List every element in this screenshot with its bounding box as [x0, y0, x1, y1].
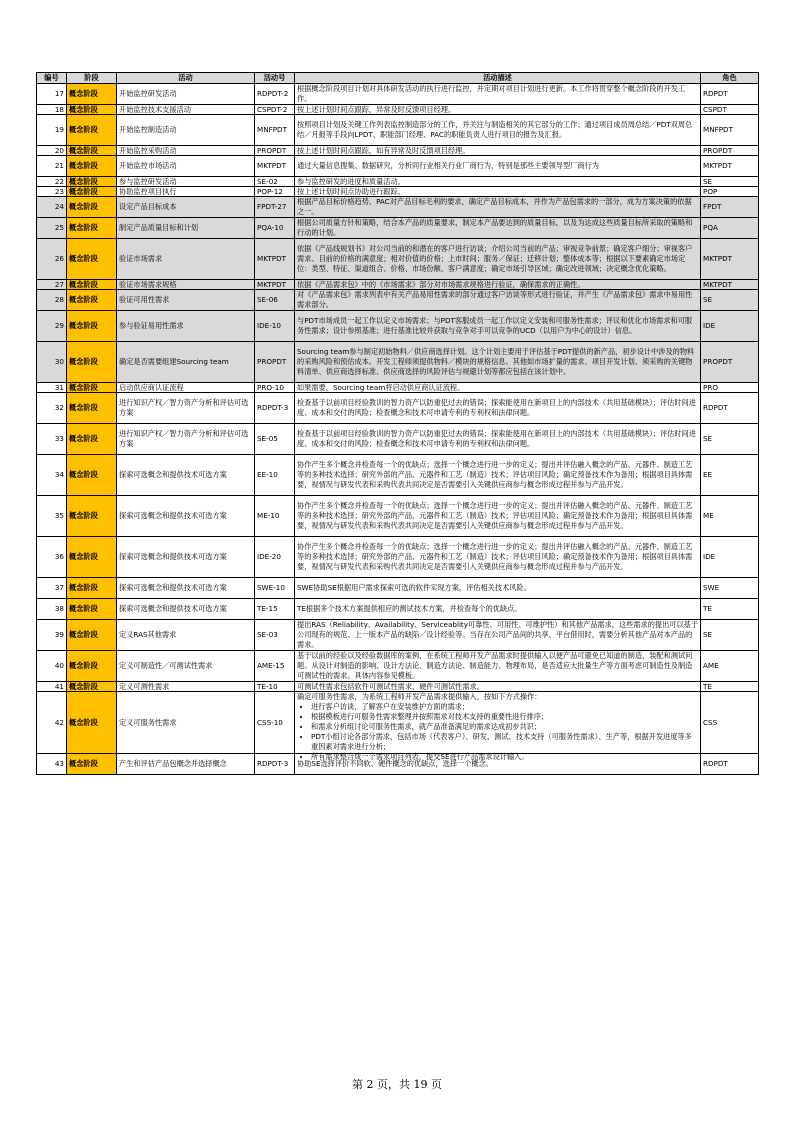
table-row — [37, 311, 759, 342]
row-number: 25 — [54, 223, 64, 232]
row-activity-code: RDPDT-2 — [257, 89, 289, 98]
row-number: 36 — [54, 552, 64, 561]
row-number: 26 — [54, 254, 64, 263]
row-phase: 概念阶段 — [69, 105, 98, 114]
row-activity-code: SE-02 — [257, 177, 278, 186]
header-role: 角色 — [701, 73, 759, 84]
table-row — [37, 651, 759, 682]
table-row — [37, 383, 759, 393]
table-row — [37, 177, 759, 187]
row-role: TE — [703, 682, 712, 691]
row-activity-code: IDE-20 — [257, 552, 281, 561]
row-number: 22 — [54, 177, 64, 186]
row-description: 检查基于以前项目经验教训的智力资产以防重犯过去的错误；探索能使用在新项目上的内部技术（共用基础模块）；评估时间进度、成本和交付的风险；检查概念和技术可申请专利的专利权和法律问题。 — [297, 429, 696, 448]
row-role: SE — [703, 177, 713, 186]
row-phase: 概念阶段 — [69, 661, 98, 670]
row-role: PQA — [703, 223, 718, 232]
row-role: SWE — [703, 583, 720, 592]
header-num: 编号 — [37, 73, 67, 84]
row-activity: 定义可测性需求 — [119, 682, 170, 691]
row-description: 参与监控研发的进度和质量活动。 — [297, 177, 405, 186]
table-body — [37, 84, 759, 775]
description-bullet: • 根据模板进行可服务性需求整理并按照需求对技术支持的重要性进行排序； — [311, 712, 698, 722]
row-role: SE — [703, 630, 713, 639]
row-activity-code: FPDT-27 — [257, 202, 287, 211]
row-activity-code: PROPDT — [257, 146, 287, 155]
row-phase: 概念阶段 — [69, 295, 98, 304]
row-activity: 制定产品质量目标和计划 — [119, 223, 199, 232]
row-description: 提出RAS（Reliability、Availability、Serviceablity可靠性、可用性、可维护性）和其他产品需求，这些需求的提出可以基于公司现有的规范、上一版本产品的缺陷／设计经验等。当存在公司产品间的共享、平台借用时，需要分析其他产品对本产品的需求。 — [297, 620, 699, 649]
description-bullet: • 和需求分析组讨论可服务性需求，就产品准备满足的需求达成初步共识； — [311, 722, 698, 732]
row-phase: 概念阶段 — [69, 470, 98, 479]
row-description: 可测试性需求包括软件可测试性需求、硬件可测试性需求。 — [297, 682, 484, 691]
row-role: AME — [703, 661, 719, 670]
row-activity: 进行知识产权／智力资产分析和评估可选方案 — [119, 429, 249, 448]
row-activity-code: RDPDT-3 — [257, 403, 289, 412]
row-phase: 概念阶段 — [69, 187, 98, 196]
row-description: 确定可服务性需求，为系统工程师开发产品需求提供输入，按如下方式操作： — [297, 692, 542, 701]
row-number: 42 — [54, 717, 64, 727]
row-number: 29 — [54, 321, 64, 330]
row-activity: 产生和评估产品包概念并选择概念 — [119, 759, 227, 768]
row-description: 按照项目计划及关键工作列表监控制造部分的工作，并关注与制造相关的其它部分的工作；通过项目成员周总结／PDT双周总结／月报等手段向LPDT、职能部门经理、PAC的职能负责人进行项目的报告及汇报。 — [297, 120, 693, 139]
description-bullet: • 所有需求整合成一个需求项目列表，提交SE进行产品需求设计输入。 — [311, 752, 698, 762]
description-bullet: • PDT小组讨论各部分需求，包括市场（代表客户）、研发、测试、技术支持（可服务性需求）、生产等，根据开发进度等多重因素对需求进行分析； — [311, 732, 698, 752]
header-desc: 活动描述 — [295, 73, 701, 84]
row-activity: 设定产品目标成本 — [119, 202, 177, 211]
row-activity: 探索可选概念和提供技术可选方案 — [119, 583, 227, 592]
table-row — [37, 682, 759, 692]
row-description: Sourcing team参与制定初始物料／供应商选择计划。这个计划主要用于评估基于PDT提供的新产品，初步设计中涉及的物料的采购风险和预估成本。开发工程师须提供物料／模块的规格信息。其他如市场扩量的需求、项目开发计划、须采购的关键物料清单、供应商选择标准、供应商选择的风险评估与规避计划等都应包括在该计划中。 — [297, 347, 695, 376]
row-phase: 概念阶段 — [69, 161, 98, 170]
row-description: 依据《产品线规划书》对公司当前的和潜在的客户进行访谈；介绍公司当前的产品；审视竞争前景；确定客户细分；审视客户需求、目前的价格的满意度；相对价值的价格；上市时间；服务／保证；迁移计划；整体成本等；根据以下要素确定市场定位：类型、特征、渠道组合、价格、市场份额、客户满意度；确定市场引导区域；确定改进领域；决定概念优化策略。 — [297, 244, 693, 273]
row-number: 38 — [54, 604, 64, 613]
row-number: 34 — [54, 470, 64, 479]
row-description: 协作产生多个概念并检查每一个的优缺点；选择一个概念进行进一步的定义；提出并评估融入概念的产品、元器件、制造工艺等的多种技术选择；研究外部的产品、元器件和工艺（制造）技术；评估项目风险；确定预备技术作为备用；根据项目具体需要，视情况与研发代表和采购代表共同决定是否需要引入关键供应商参与概念形成过程并参与产品开发。 — [297, 501, 693, 530]
table-row — [37, 115, 759, 146]
row-role: RDPDT — [703, 89, 728, 98]
row-activity: 开始监控市场活动 — [119, 161, 177, 170]
row-phase: 概念阶段 — [69, 223, 98, 232]
row-number: 20 — [54, 146, 64, 155]
row-role: IDE — [703, 552, 716, 561]
row-number: 27 — [54, 280, 64, 289]
row-phase: 概念阶段 — [69, 177, 98, 186]
table-row — [37, 105, 759, 115]
row-number: 17 — [54, 89, 64, 98]
row-phase: 概念阶段 — [69, 357, 98, 366]
row-description: 根据产品目标价格趋势、PAC对产品目标毛利的要求，确定产品目标成本，并作为产品包需求的一部分，成为方案决策的依据之一。 — [297, 197, 692, 216]
row-description: 基于以前的经验以及经验数据库的案例，在系统工程师开发产品需求时提供输入以便产品可避免已知道的制造、装配和测试问题。从设计对制造的影响、设计方法论、制造方法论、制造能力、物理布局，是否适应大批量生产等方面考虑可制造性及制造可测试性的需求。具体内容参见模板。 — [297, 651, 693, 680]
row-activity: 进行知识产权／智力资产分析和评估可选方案 — [119, 398, 249, 417]
row-role: ME — [703, 511, 714, 520]
row-phase: 概念阶段 — [69, 254, 98, 263]
table-row — [37, 393, 759, 424]
table-row — [37, 197, 759, 218]
row-role: MKTPDT — [703, 254, 733, 263]
row-role: PROPDT — [703, 357, 733, 366]
row-phase: 概念阶段 — [69, 759, 98, 768]
header-activity: 活动 — [117, 73, 255, 84]
row-role: SE — [703, 295, 713, 304]
row-activity: 启动供应商认证流程 — [119, 383, 184, 392]
row-description: 对《产品需求包》需求列表中有关产品易用性需求的部分通过客户访谈等形式进行验证，并产生《产品需求包》需求中易用性需求部分。 — [297, 290, 693, 309]
row-activity-code: SE-03 — [257, 630, 278, 639]
row-role: EE — [703, 470, 713, 479]
row-role: MKTPDT — [703, 161, 733, 170]
row-number: 41 — [54, 682, 64, 691]
table-row — [37, 239, 759, 280]
row-number: 33 — [54, 434, 64, 443]
row-description: 与PDT市场成员一起工作以定义市场需求；与PDT客服成员一起工作以定义安装和可服务性需求；评议和优化市场需求和可服务性需求；设计参照基准；进行基准比较并获取与竞争对手可以竞争的UCD（以用户为中心的设计）信息。 — [297, 316, 693, 335]
activity-table — [36, 72, 759, 775]
row-activity: 验证市场需求规格 — [119, 280, 177, 289]
row-role: SE — [703, 434, 713, 443]
row-activity: 探索可选概念和提供技术可选方案 — [119, 604, 227, 613]
table-row — [37, 599, 759, 620]
row-activity-code: POP-12 — [257, 187, 283, 196]
row-description: 协助SE选择评价不同软、硬件概念的优缺点，选择一个概念。 — [297, 759, 493, 768]
row-number: 21 — [54, 161, 64, 170]
table-row — [37, 537, 759, 578]
row-phase: 概念阶段 — [69, 552, 98, 561]
row-activity-code: MKTPDT — [257, 161, 287, 170]
row-activity: 开始监控采购活动 — [119, 146, 177, 155]
row-role: FPDT — [703, 202, 722, 211]
row-description: 按上述计划时间点跟踪，如有异常及时反馈项目经理。 — [297, 146, 470, 155]
row-role: IDE — [703, 321, 716, 330]
row-activity: 验证可用性需求 — [119, 295, 170, 304]
row-number: 30 — [54, 357, 64, 366]
row-description: 按上述计划时间点协助进行跟踪。 — [297, 187, 405, 196]
row-description: TE根据多个技术方案提供相应的测试技术方案，并检查每个的优缺点。 — [297, 604, 522, 613]
row-role: POP — [703, 187, 718, 196]
row-phase: 概念阶段 — [69, 321, 98, 330]
row-phase: 概念阶段 — [69, 89, 98, 98]
row-description: 通过大量信息搜集、数据研究，分析同行业相关行业厂商行为，特别是那些主要领导型厂商行为 — [297, 161, 599, 170]
row-description: 根据概念阶段项目计划对具体研发活动的执行进行监控，并定期对项目计划进行更新。本工作将贯穿整个概念阶段的开发工作。 — [297, 84, 686, 103]
row-phase: 概念阶段 — [69, 604, 98, 613]
row-number: 18 — [54, 105, 64, 114]
table-row — [37, 290, 759, 311]
description-bullet: • 进行客户访谈，了解客户在安装维护方面的需求； — [311, 702, 698, 712]
row-activity-code: IDE-10 — [257, 321, 281, 330]
row-activity: 定义可服务性需求 — [119, 717, 177, 727]
row-activity-code: TE-10 — [257, 682, 278, 691]
row-activity: 探索可选概念和提供技术可选方案 — [119, 511, 227, 520]
row-activity-code: EE-10 — [257, 470, 278, 479]
row-activity-code: TE-15 — [257, 604, 278, 613]
row-activity-code: CSPDT-2 — [257, 105, 288, 114]
row-phase: 概念阶段 — [69, 383, 98, 392]
row-phase: 概念阶段 — [69, 583, 98, 592]
row-activity: 开始监控研发活动 — [119, 89, 177, 98]
row-activity-code: MKTPDT — [257, 254, 287, 263]
row-activity-code: SE-06 — [257, 295, 278, 304]
row-phase: 概念阶段 — [69, 682, 98, 691]
row-number: 28 — [54, 295, 64, 304]
row-number: 39 — [54, 630, 64, 639]
row-activity-code: AME-15 — [257, 661, 285, 670]
row-activity-code: SE-05 — [257, 434, 278, 443]
row-activity: 参与监控研发活动 — [119, 177, 177, 186]
row-activity-code: CSS-10 — [257, 717, 283, 727]
row-activity: 确定是否需要组建Sourcing team — [119, 357, 229, 366]
row-activity: 开始监控技术支援活动 — [119, 105, 191, 114]
header-row — [37, 73, 759, 84]
table-row — [37, 146, 759, 156]
table-row — [37, 280, 759, 290]
table-row — [37, 342, 759, 383]
row-number: 35 — [54, 511, 64, 520]
table-row — [37, 187, 759, 197]
row-description: 协作产生多个概念并检查每一个的优缺点；选择一个概念进行进一步的定义；提出并评估融入概念的产品、元器件、制造工艺等的多种技术选择；研究外部的产品、元器件和工艺（制造）技术；评估项目风险；确定预备技术作为备用；根据项目具体需要，视情况与研发代表和采购代表共同决定是否需要引入关键供应商参与概念形成过程并参与产品开发。 — [297, 460, 693, 489]
table-row — [37, 692, 759, 754]
row-role: CSPDT — [703, 105, 727, 114]
row-number: 19 — [54, 125, 64, 134]
row-activity-code: SWE-10 — [257, 583, 285, 592]
table-row — [37, 424, 759, 455]
row-activity-code: PROPDT — [257, 357, 287, 366]
row-description: 按上述计划时间点跟踪，异常及时反馈项目经理。 — [297, 105, 456, 114]
row-phase: 概念阶段 — [69, 717, 98, 727]
row-number: 40 — [54, 661, 64, 670]
row-number: 24 — [54, 202, 64, 211]
row-role: PROPDT — [703, 146, 733, 155]
row-description: 根据公司质量方针和策略，结合本产品的质量要求，制定本产品要达到的质量目标，以及为达成这些质量目标所采取的策略和行动的计划。 — [297, 218, 693, 237]
row-activity-code: ME-10 — [257, 511, 280, 520]
table-row — [37, 620, 759, 651]
row-activity-code: PRO-10 — [257, 383, 284, 392]
row-role: TE — [703, 604, 712, 613]
table-row — [37, 156, 759, 177]
row-activity: 协助监控项目执行 — [119, 187, 177, 196]
row-activity-code: MNFPDT — [257, 125, 287, 134]
row-phase: 概念阶段 — [69, 403, 98, 412]
row-number: 43 — [54, 759, 64, 768]
row-phase: 概念阶段 — [69, 630, 98, 639]
row-description: 协作产生多个概念并检查每一个的优缺点；选择一个概念进行进一步的定义；提出并评估融入概念的产品、元器件、制造工艺等的多种技术选择；研究外部的产品、元器件和工艺（制造）技术；评估项目风险；确定预备技术作为备用；根据项目具体需要，视情况与研发代表和采购代表共同决定是否需要引入关键供应商参与概念形成过程并参与产品开发。 — [297, 542, 693, 571]
row-phase: 概念阶段 — [69, 434, 98, 443]
row-description: 检查基于以前项目经验教训的智力资产以防重犯过去的错误；探索能使用在新项目上的内部技术（共用基础模块）；评估时间进度、成本和交付的风险；检查概念和技术可申请专利的专利权和法律问题。 — [297, 398, 696, 417]
row-phase: 概念阶段 — [69, 280, 98, 289]
table-row — [37, 84, 759, 105]
row-phase: 概念阶段 — [69, 146, 98, 155]
row-activity-code: PQA-10 — [257, 223, 284, 232]
row-activity: 定义RAS其他需求 — [119, 630, 177, 639]
row-description: SWE协助SE根据用户需求探索可选的软件实现方案，评估相关技术风险。 — [297, 583, 531, 592]
row-description: 依据《产品需求包》中的《市场需求》部分对市场需求规格进行验证，确保需求的正确性。 — [297, 280, 585, 289]
table-row — [37, 218, 759, 239]
row-activity: 探索可选概念和提供技术可选方案 — [119, 470, 227, 479]
row-number: 31 — [54, 383, 64, 392]
row-role: MNFPDT — [703, 125, 733, 134]
table-row — [37, 455, 759, 496]
row-number: 23 — [54, 187, 64, 196]
row-activity: 探索可选概念和提供技术可选方案 — [119, 552, 227, 561]
table-row — [37, 578, 759, 599]
row-phase: 概念阶段 — [69, 125, 98, 134]
row-role: RDPDT — [703, 403, 728, 412]
row-activity-code: RDPDT-3 — [257, 759, 289, 768]
row-role: CSS — [703, 717, 718, 727]
row-activity: 参与验证易用性需求 — [119, 321, 184, 330]
row-phase: 概念阶段 — [69, 511, 98, 520]
header-phase: 阶段 — [67, 73, 117, 84]
row-role: RDPDT — [703, 759, 728, 768]
page-footer: 第 2 页，共 19 页 — [352, 1078, 442, 1091]
row-activity: 验证市场需求 — [119, 254, 163, 263]
row-description: 如果需要，Sourcing team将启动供应商认证流程。 — [297, 383, 465, 392]
row-activity: 定义可制造性／可测试性需求 — [119, 661, 213, 670]
row-activity-code: MKTPDT — [257, 280, 287, 289]
row-phase: 概念阶段 — [69, 202, 98, 211]
row-number: 37 — [54, 583, 64, 592]
row-activity: 开始监控制造活动 — [119, 125, 177, 134]
row-number: 32 — [54, 403, 64, 412]
row-role: PRO — [703, 383, 718, 392]
row-role: MKTPDT — [703, 280, 733, 289]
header-code: 活动号 — [255, 73, 295, 84]
table-row — [37, 496, 759, 537]
